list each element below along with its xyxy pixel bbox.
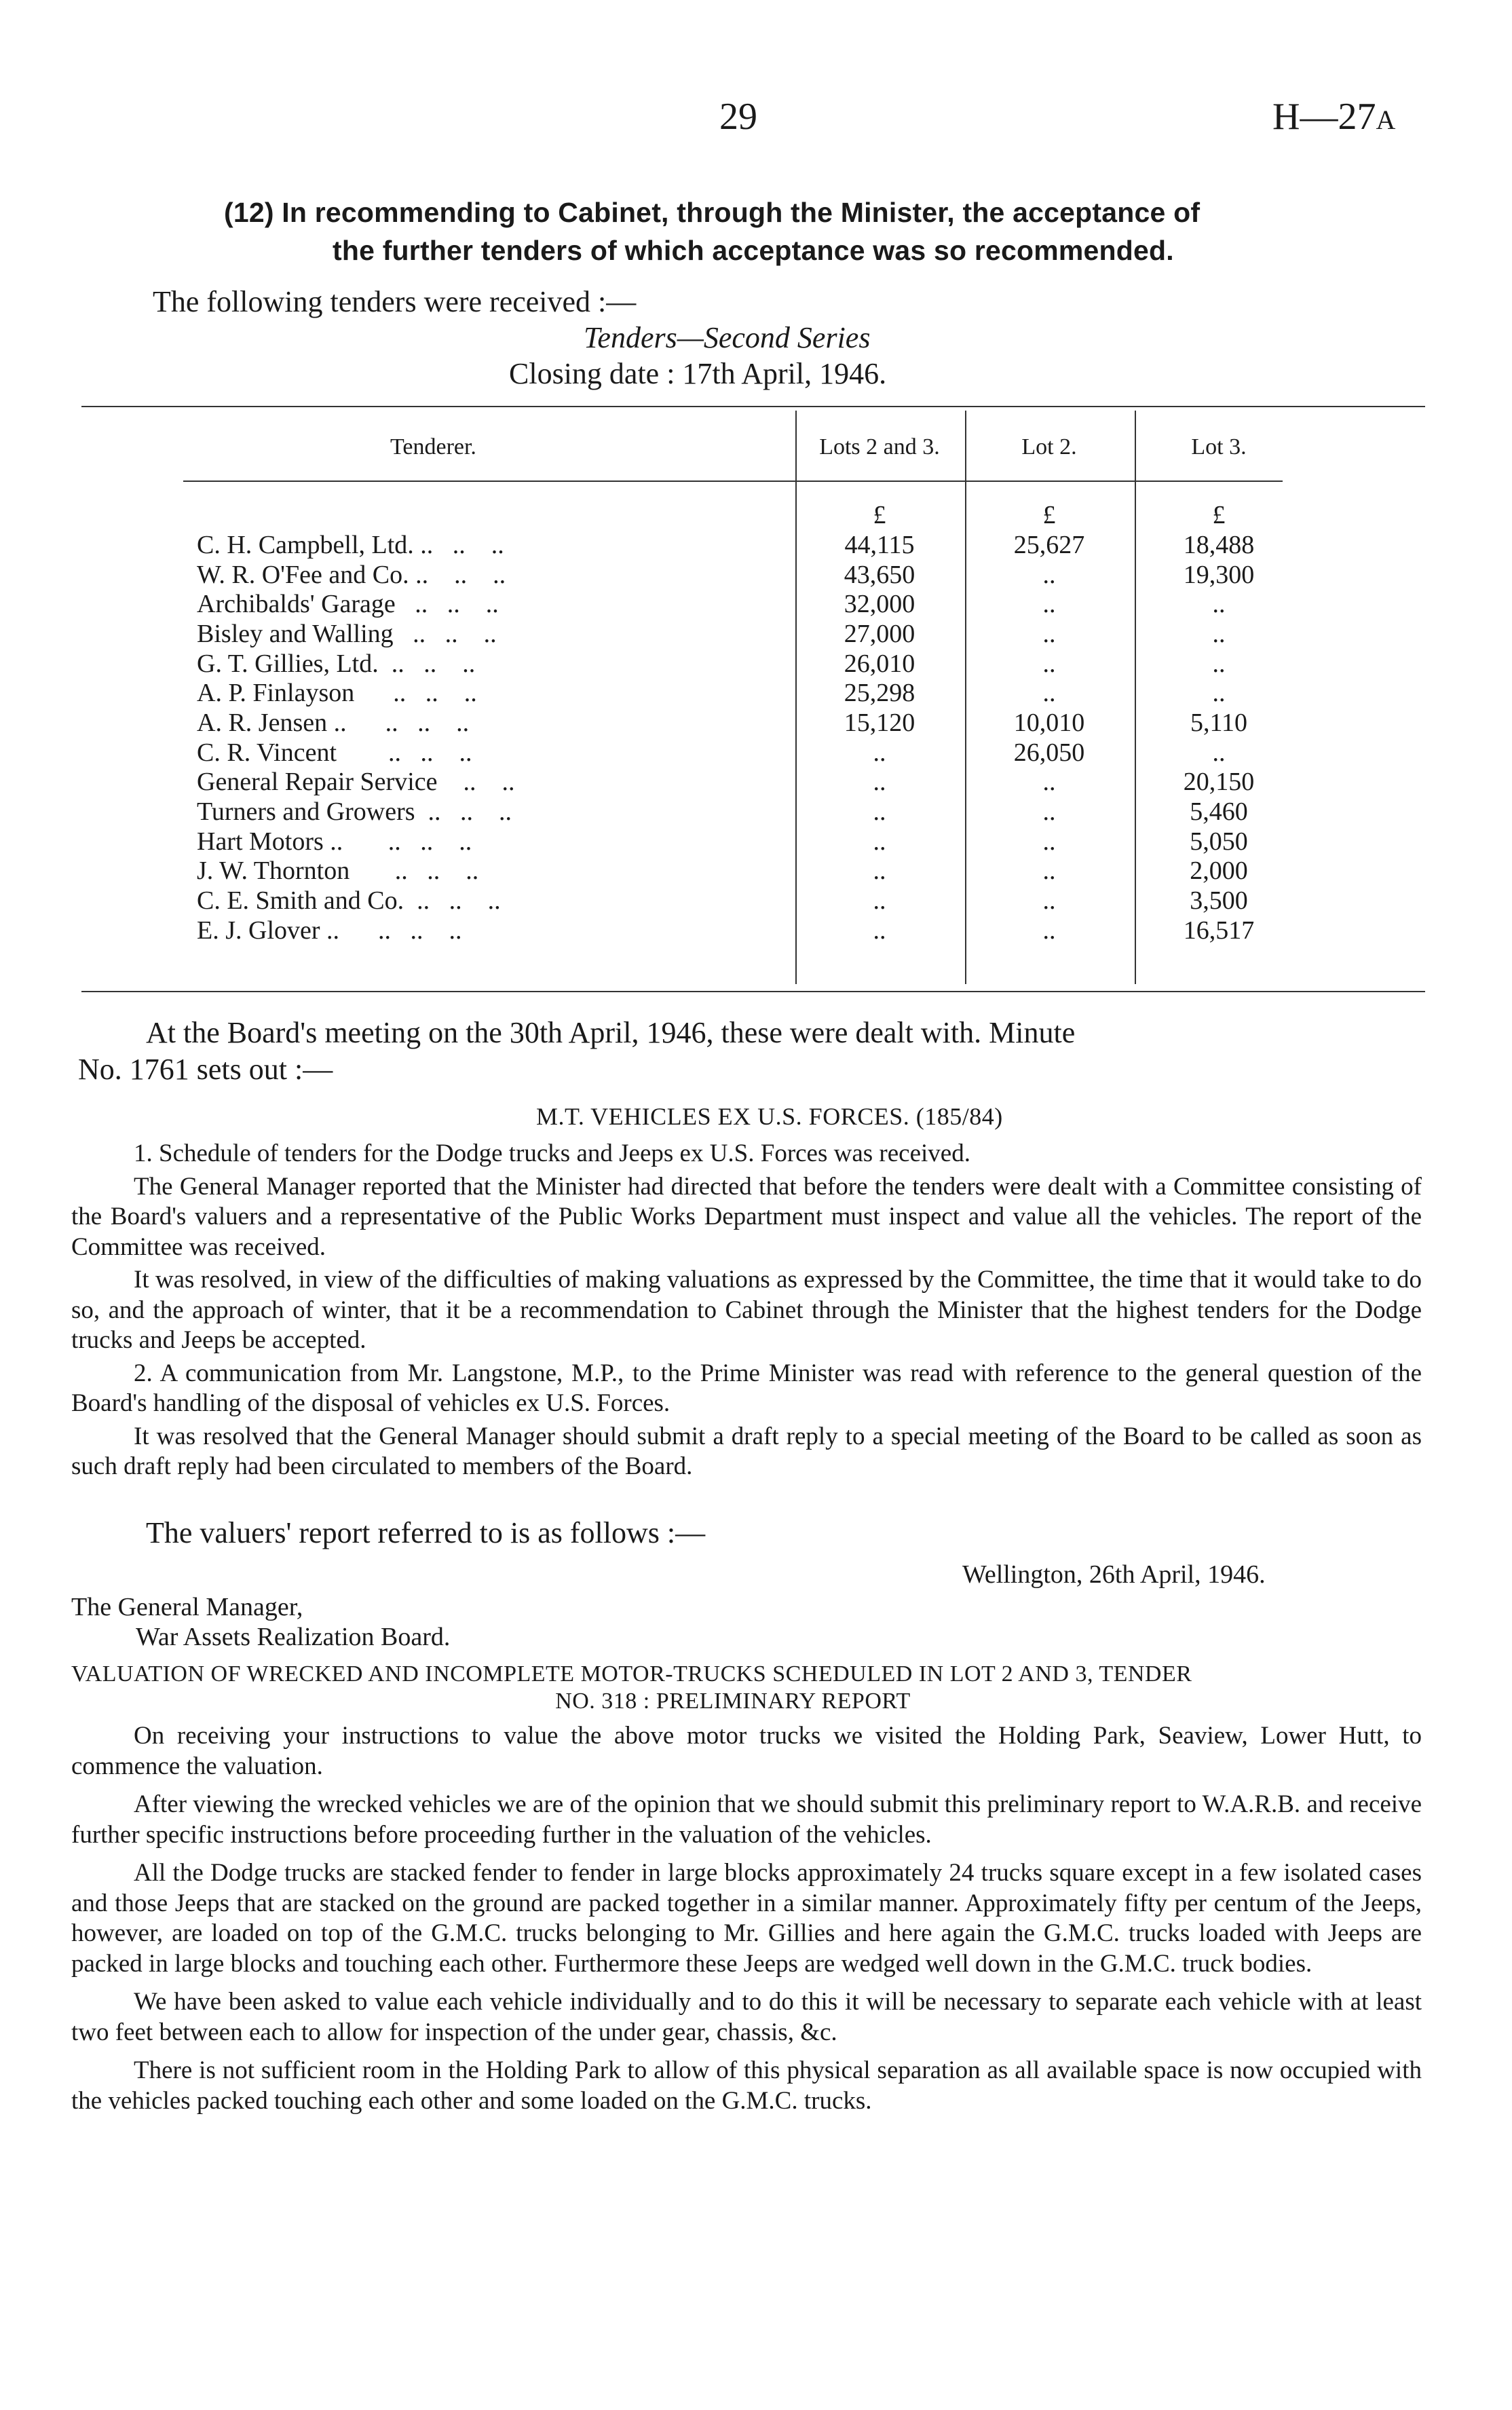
tenderer-name: Bisley and Walling .. .. ..: [197, 620, 497, 648]
lot-2-value: 10,010: [1013, 709, 1085, 737]
intro-text: The following tenders were received :—: [153, 285, 637, 318]
lot-3-value: 5,460: [1190, 797, 1248, 826]
table-header-rule: [183, 481, 1283, 482]
lot-3-value: 5,110: [1190, 709, 1248, 737]
table-bottom-rule: [81, 991, 1425, 992]
lot-2-value: ..: [1042, 649, 1056, 678]
letter-addressee: The General Manager, War Assets Realization Board.: [71, 1593, 451, 1651]
lot-2-value: 26,050: [1013, 738, 1085, 767]
tenderer-name: C. H. Campbell, Ltd. .. .. ..: [197, 531, 504, 559]
document-reference: H—27A: [1272, 96, 1396, 138]
lot-3-value: ..: [1212, 649, 1226, 678]
minute-body: [71, 1139, 1422, 1482]
minute-paragraph: 1. Schedule of tenders for the Dodge trucks and Jeeps ex U.S. Forces was received.: [134, 1140, 970, 1167]
minute-paragraph: It was resolved, in view of the difficulties of making valuations as expressed by the Committee, the time that it would take to do so, and the approach of winter, that it be a recommendation to Cabinet through the Minister that the highest tenders for the Dodge trucks and Jeeps be accepted.: [71, 1266, 1422, 1354]
lots-2-and-3-value: ..: [873, 856, 886, 885]
section-heading: [224, 193, 1445, 269]
lots-2-and-3-value: 43,650: [844, 561, 915, 589]
lot-3-value: 2,000: [1190, 856, 1248, 885]
report-paragraph: There is not sufficient room in the Holding Park to allow of this physical separation as all available space is now occupied with the vehicles packed touching each other and some loaded on the G.M.C. trucks.: [71, 2056, 1422, 2115]
section-heading-line1: (12) In recommending to Cabinet, through the Minister, the acceptance of: [224, 197, 1201, 228]
table-column-divider: [1135, 411, 1136, 984]
lots-2-and-3-value: 27,000: [844, 620, 915, 648]
lot-2-value: ..: [1042, 620, 1056, 648]
tender-series-title: Tenders—Second Series: [584, 321, 871, 354]
tenderer-name: Turners and Growers .. .. ..: [197, 797, 512, 826]
tenderer-name: Archibalds' Garage .. .. ..: [197, 590, 499, 618]
page-number: 29: [719, 96, 757, 138]
column-header-lot-2: Lot 2.: [1021, 434, 1077, 459]
tenderer-name: E. J. Glover .. .. .. ..: [197, 916, 462, 945]
report-paragraph: We have been asked to value each vehicle individually and to do this it will be necessary to separate each vehicle with at least two feet between each to allow for inspection of the under gear, chassis, &c.: [71, 1988, 1422, 2046]
report-body: [71, 1721, 1422, 2116]
report-title: VALUATION OF WRECKED AND INCOMPLETE MOTOR-TRUCKS SCHEDULED IN LOT 2 AND 3, TENDER NO. 318 : PRELIMINARY REPORT: [71, 1661, 1192, 1714]
tenderer-name: C. E. Smith and Co. .. .. ..: [197, 886, 501, 915]
column-header-lots-2-and-3: Lots 2 and 3.: [819, 434, 940, 459]
lots-2-and-3-value: ..: [873, 886, 886, 915]
tenderer-name: J. W. Thornton .. .. ..: [197, 856, 479, 885]
lots-2-and-3-value: ..: [873, 768, 886, 796]
tenderer-name: A. R. Jensen .. .. .. ..: [197, 709, 470, 737]
lot-3-value: 16,517: [1183, 916, 1255, 945]
lots-2-and-3-value: ..: [873, 738, 886, 767]
tenderer-name: W. R. O'Fee and Co. .. .. ..: [197, 561, 506, 589]
lot-3-value: 5,050: [1190, 827, 1248, 856]
lot-3-value: ..: [1212, 620, 1226, 648]
closing-date: Closing date : 17th April, 1946.: [509, 357, 887, 390]
minute-paragraph: The General Manager reported that the Minister had directed that before the tenders were dealt with a Committee consisting of the Board's valuers and a representative of the Public Works Department must inspect and value all the vehicles. The report of the Committee was received.: [71, 1172, 1422, 1261]
tenderer-name: A. P. Finlayson .. .. ..: [197, 679, 477, 707]
letter-place-date: Wellington, 26th April, 1946.: [962, 1560, 1266, 1589]
lots-2-and-3-value: 15,120: [844, 709, 915, 737]
tenderer-name: Hart Motors .. .. .. ..: [197, 827, 472, 856]
lot-2-value: 25,627: [1013, 531, 1085, 559]
lot-3-value: 19,300: [1183, 561, 1255, 589]
lot-3-value: ..: [1212, 590, 1226, 618]
lot-2-value: ..: [1042, 590, 1056, 618]
tenderer-name: G. T. Gillies, Ltd. .. .. ..: [197, 649, 476, 678]
lot-2-value: ..: [1042, 768, 1056, 796]
table-column-divider: [965, 411, 966, 984]
currency-symbol: £: [1042, 501, 1056, 529]
report-paragraph: After viewing the wrecked vehicles we are of the opinion that we should submit this preliminary report to W.A.R.B. and receive further specific instructions before proceeding further in the valuation of the vehicles.: [71, 1790, 1422, 1849]
lot-2-value: ..: [1042, 916, 1056, 945]
report-paragraph: All the Dodge trucks are stacked fender to fender in large blocks approximately 24 trucks square except in a few isolated cases and those Jeeps that are stacked on the ground are packed together in a similar manner. Approximately fifty per centum of the Jeeps, however, are loaded on top of the G.M.C. trucks belonging to Mr. Gillies and here again the G.M.C. trucks loaded with Jeeps are packed in large blocks and touching each other. Furthermore these Jeeps are wedged well down in the G.M.C. truck bodies.: [71, 1859, 1422, 1978]
lot-3-value: ..: [1212, 679, 1226, 707]
currency-symbol: £: [1212, 501, 1226, 529]
lot-2-value: ..: [1042, 797, 1056, 826]
lots-2-and-3-value: 25,298: [844, 679, 915, 707]
lot-2-value: ..: [1042, 856, 1056, 885]
lot-2-value: ..: [1042, 561, 1056, 589]
minute-title: M.T. VEHICLES EX U.S. FORCES. (185/84): [536, 1103, 1003, 1130]
lots-2-and-3-value: ..: [873, 797, 886, 826]
currency-symbol: £: [873, 501, 886, 529]
valuers-report-intro: The valuers' report referred to is as follows :—: [146, 1516, 706, 1549]
table-top-rule: [81, 406, 1425, 407]
lot-3-value: 20,150: [1183, 768, 1255, 796]
lot-2-value: ..: [1042, 886, 1056, 915]
minute-paragraph: It was resolved that the General Manager should submit a draft reply to a special meeting of the Board to be called as soon as such draft reply had been circulated to members of the Board.: [71, 1422, 1422, 1480]
lots-2-and-3-value: 44,115: [844, 531, 915, 559]
lots-2-and-3-value: 26,010: [844, 649, 915, 678]
section-heading-line2: the further tenders of which acceptance was so recommended.: [333, 235, 1174, 266]
meeting-paragraph: At the Board's meeting on the 30th April, 1946, these were dealt with. Minute No. 1761 sets out :—: [78, 1016, 1076, 1086]
table-column-divider: [795, 411, 797, 984]
lot-2-value: ..: [1042, 679, 1056, 707]
column-header-tenderer: Tenderer.: [390, 434, 476, 459]
lot-3-value: 3,500: [1190, 886, 1248, 915]
column-header-lot-3: Lot 3.: [1191, 434, 1247, 459]
lots-2-and-3-value: ..: [873, 916, 886, 945]
report-paragraph: On receiving your instructions to value the above motor trucks we visited the Holding Park, Seaview, Lower Hutt, to commence the valuation.: [71, 1722, 1422, 1780]
tenderer-name: C. R. Vincent .. .. ..: [197, 738, 472, 767]
minute-paragraph: 2. A communication from Mr. Langstone, M.P., to the Prime Minister was read with reference to the general question of the Board's handling of the disposal of vehicles ex U.S. Forces.: [71, 1359, 1422, 1417]
lot-2-value: ..: [1042, 827, 1056, 856]
lots-2-and-3-value: 32,000: [844, 590, 915, 618]
lot-3-value: 18,488: [1183, 531, 1255, 559]
tenderer-name: General Repair Service .. ..: [197, 768, 515, 796]
lots-2-and-3-value: ..: [873, 827, 886, 856]
lot-3-value: ..: [1212, 738, 1226, 767]
